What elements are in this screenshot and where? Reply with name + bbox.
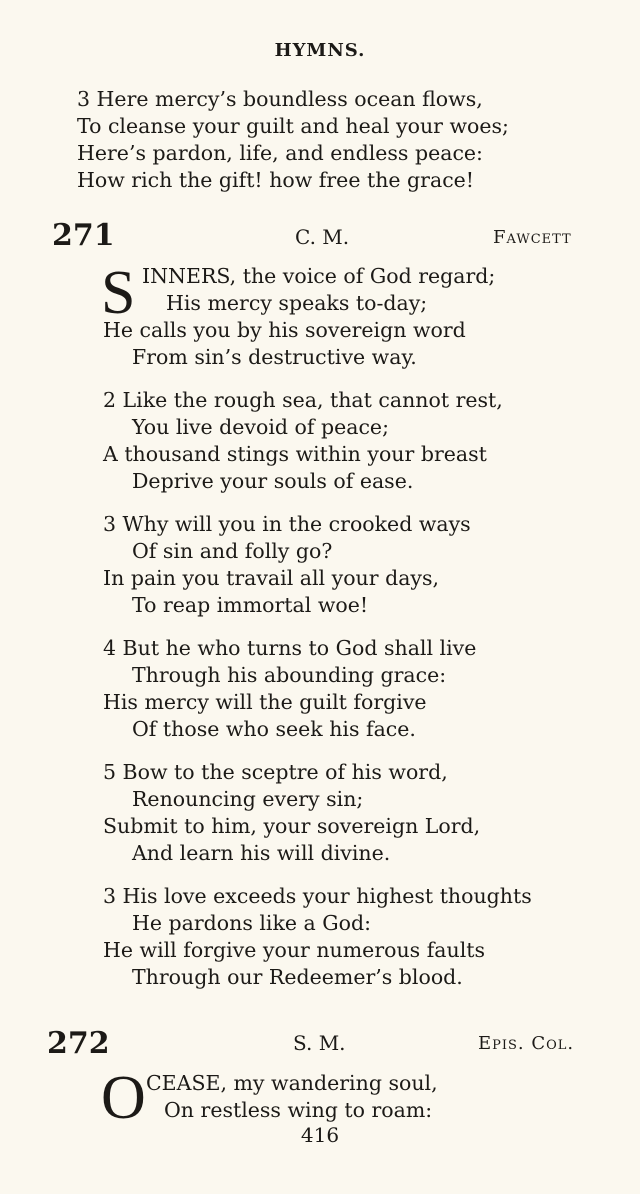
verse-line: To reap immortal woe! [132,593,369,617]
verse-line: To cleanse your guilt and heal your woes; [77,114,509,138]
verse-line: From sin’s destructive way. [132,345,417,369]
verse-line: On restless wing to roam: [164,1098,433,1122]
tune-name: Epis. Col. [478,1033,575,1054]
verse-line: 5 Bow to the sceptre of his word, [103,760,448,784]
verse-line: Of sin and folly go? [132,539,333,563]
verse-line: His mercy will the guilt forgive [103,690,427,714]
hymn-number: 272 [47,1026,110,1061]
drop-cap: S [101,259,136,327]
verse-line: 3 His love exceeds your highest thoughts [103,884,532,908]
verse-line: He calls you by his sovereign word [103,318,466,342]
verse-line: In pain you travail all your days, [103,566,440,590]
verse-line: 3 Why will you in the crooked ways [103,512,471,536]
running-head: HYMNS. [274,40,366,61]
verse-line: 2 Like the rough sea, that cannot rest, [103,388,503,412]
verse-line: A thousand stings within your breast [103,442,487,466]
verse-line: He pardons like a God: [132,911,372,935]
verse-line: His mercy speaks to-day; [166,291,428,315]
verse-line: INNERS, the voice of God regard; [142,264,496,288]
verse-line: You live devoid of peace; [132,415,389,439]
verse-line: Here’s pardon, life, and endless peace: [77,141,483,165]
hymn-meter: S. M. [293,1031,346,1055]
drop-cap: O [101,1064,146,1132]
verse-line: 3 Here mercy’s boundless ocean flows, [77,87,483,111]
page-number: 416 [300,1123,340,1147]
verse-line: Deprive your souls of ease. [132,469,414,493]
verse-line: Submit to him, your sovereign Lord, [103,814,481,838]
verse-line: And learn his will divine. [132,841,391,865]
verse-line: CEASE, my wandering soul, [146,1071,438,1095]
verse-line: 4 But he who turns to God shall live [103,636,477,660]
verse-line: He will forgive your numerous faults [103,938,486,962]
tune-name: Fawcett [493,227,572,248]
verse-line: How rich the gift! how free the grace! [77,168,475,192]
hymn-meter: C. M. [295,225,350,249]
verse-line: Through his abounding grace: [132,663,447,687]
hymn-number: 271 [52,218,115,253]
verse-line: Of those who seek his face. [132,717,416,741]
verse-line: Through our Redeemer’s blood. [132,965,463,989]
verse-line: Renouncing every sin; [132,787,364,811]
